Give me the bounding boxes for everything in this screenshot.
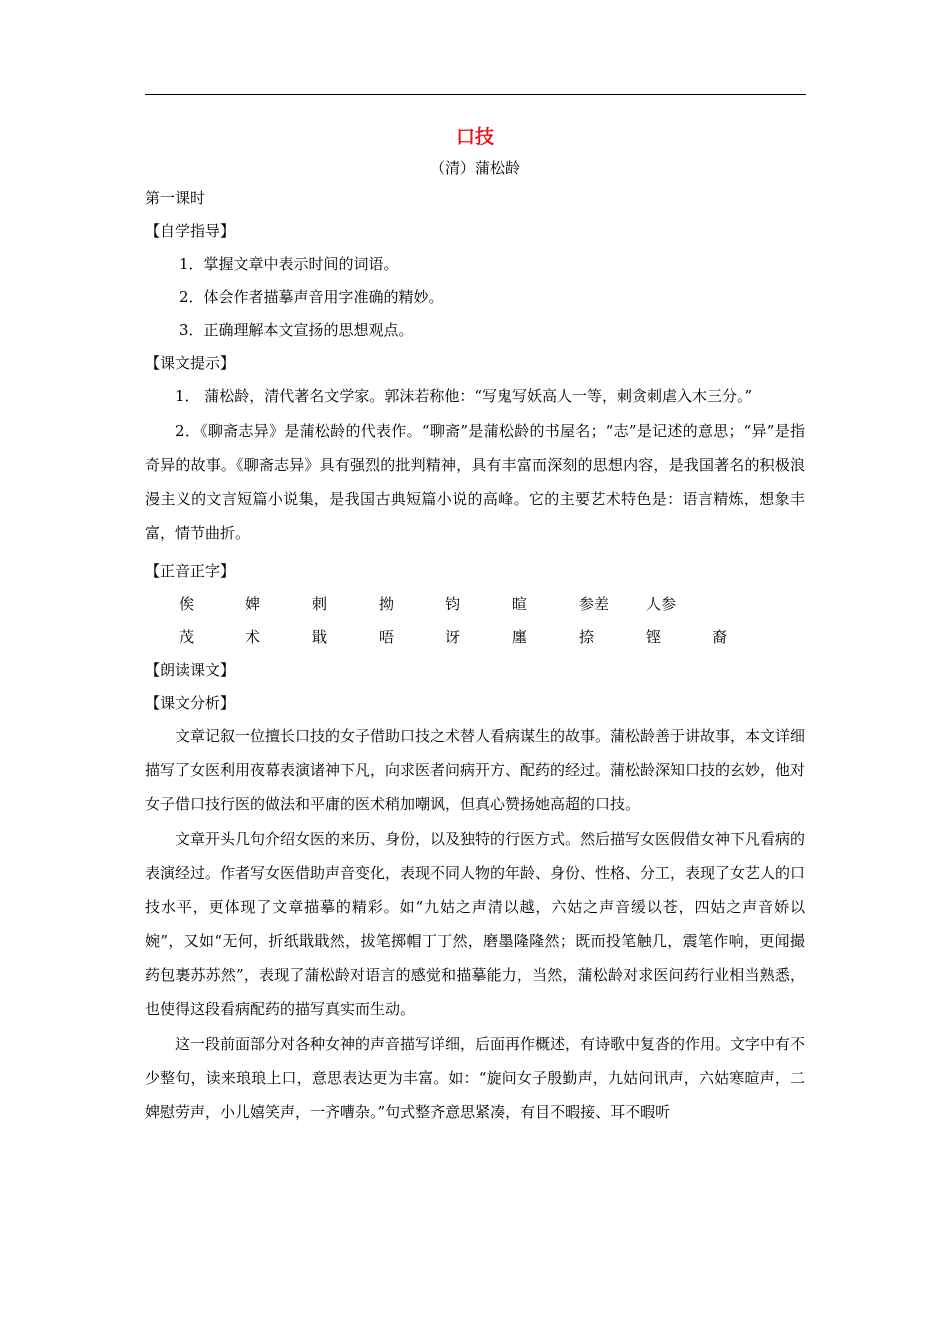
- analysis-paragraph: 文章开头几句介绍女医的来历、身份，以及独特的行医方式。然后描写女医假借女神下凡看病的表演经过。作者写女医借助声音变化，表现不同人物的年龄、身份、性格、分工，表现了女艺人的口技水平，更体现了文章描摹的精彩。如“九姑之声清以越，六姑之声音缓以苍，四姑之声音娇以婉”，又如“无何，折纸戢戢然，拔笔掷帽丁丁然，磨墨隆隆然；既而投笔触几，震笔作响，更闻撮药包裹苏苏然”，表现了蒲松龄对语言的感觉和描摹能力，当然，蒲松龄对求医问药行业相当熟悉，也使得这段看病配药的描写真实而生动。: [145, 830, 806, 1018]
- pronunciation-char: 钧: [445, 595, 461, 613]
- document-title: 口技: [455, 126, 494, 148]
- text-hint-paragraph: 1． 蒲松龄，清代著名文学家。郭沫若称他：“写鬼写妖高人一等，刺贪刺虐入木三分。”: [175, 387, 753, 405]
- pronunciation-char: 唔: [379, 628, 395, 646]
- pronunciation-char: 俟: [179, 595, 195, 613]
- analysis-paragraph: 这一段前面部分对各种女神的声音描写详细，后面再作概述，有诗歌中复沓的作用。文字中有不少整句，读来琅琅上口，意思表达更为丰富。如：“旋问女子殷勤声，九姑问讯声，六姑寒暄声，二婢慰劳声，小儿嬉笑声，一齐嘈杂。”句式整齐意思紧凑，有目不暇接、耳不暇听: [145, 1035, 806, 1121]
- section-heading-reading: 【朗读课文】: [145, 661, 236, 679]
- text-hint-paragraph: 2．《聊斋志异》是蒲松龄的代表作。“聊斋”是蒲松龄的书屋名；“志”是记述的意思；“异”是指奇异的故事。《聊斋志异》具有强烈的批判精神，具有丰富而深刻的思想内容，是我国著名的积极浪漫主义的文言短篇小说集，是我国古典短篇小说的高峰。它的主要艺术特色是：语言精炼，想象丰富，情节曲折。: [145, 422, 805, 542]
- section-heading-text-hints: 【课文提示】: [145, 354, 236, 372]
- pronunciation-char: 廛: [512, 628, 528, 646]
- pronunciation-char: 裔: [712, 628, 728, 646]
- pronunciation-char: 捺: [579, 628, 595, 646]
- pronunciation-char: 铿: [646, 628, 662, 646]
- pronunciation-char: 人参: [646, 595, 677, 613]
- self-study-item: 1．掌握文章中表示时间的词语。: [179, 255, 399, 273]
- pronunciation-char: 戢: [312, 628, 328, 646]
- pronunciation-char: 婢: [245, 595, 261, 613]
- pronunciation-row-1: [145, 592, 805, 616]
- self-study-item: 2．体会作者描摹声音用字准确的精妙。: [179, 288, 444, 306]
- analysis-paragraph: 文章记叙一位擅长口技的女子借助口技之术替人看病谋生的故事。蒲松龄善于讲故事，本文详细描写了女医利用夜幕表演诸神下凡，向求医者问病开方、配药的经过。蒲松龄深知口技的玄妙，他对女子借口技行医的做法和平庸的医术稍加嘲讽，但真心赞扬她高超的口技。: [145, 727, 806, 813]
- section-heading-analysis: 【课文分析】: [145, 694, 236, 712]
- document-author: （清）蒲松龄: [429, 159, 520, 177]
- section-heading-pronunciation: 【正音正字】: [145, 562, 236, 580]
- pronunciation-char: 参差: [579, 595, 610, 613]
- header-rule: [145, 94, 806, 95]
- section-heading-self-study: 【自学指导】: [145, 222, 236, 240]
- pronunciation-char: 暄: [512, 595, 528, 613]
- pronunciation-char: 茂: [179, 628, 195, 646]
- pronunciation-char: 讶: [445, 628, 461, 646]
- pronunciation-char: 术: [245, 628, 261, 646]
- pronunciation-row-2: [145, 625, 805, 649]
- self-study-item: 3．正确理解本文宣扬的思想观点。: [179, 321, 414, 339]
- pronunciation-char: 剌: [312, 595, 328, 613]
- document-page: [145, 122, 805, 1129]
- pronunciation-char: 拗: [379, 595, 395, 613]
- lesson-label: 第一课时: [145, 189, 206, 207]
